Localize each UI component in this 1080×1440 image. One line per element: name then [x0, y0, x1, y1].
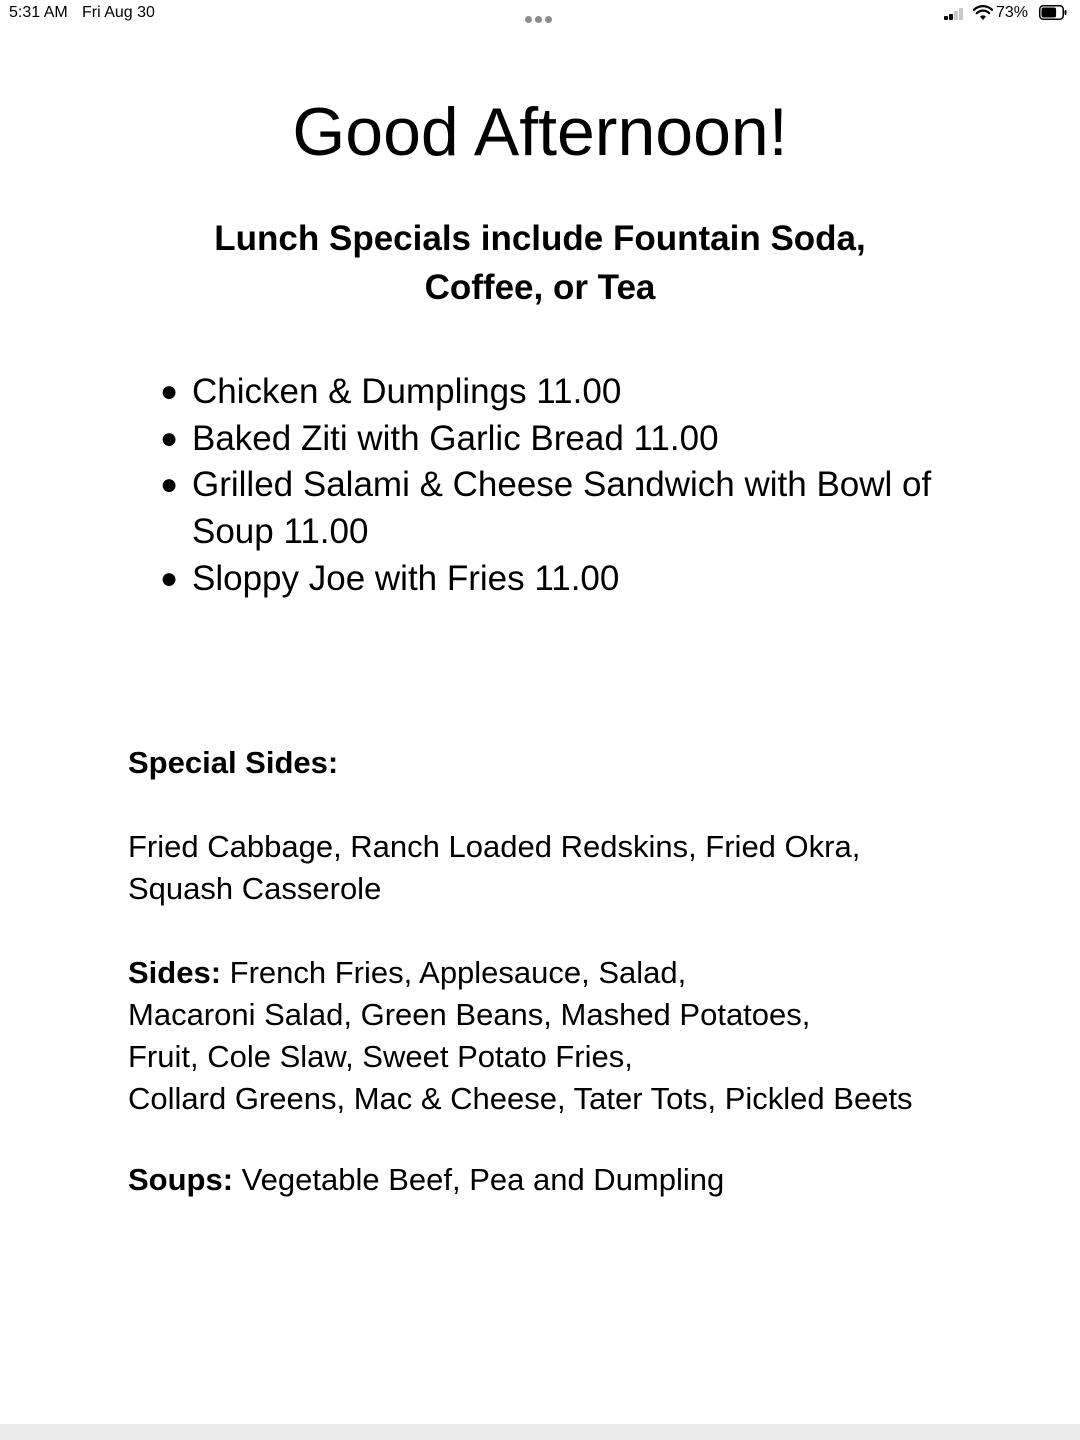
subtitle-line: Coffee, or Tea [424, 268, 656, 307]
sides-line: Macaroni Salad, Green Beans, Mashed Potatoes, [128, 997, 811, 1032]
battery-icon [1039, 5, 1067, 20]
special-sides-heading: Special Sides: [128, 745, 339, 780]
special-item-text: Sloppy Joe with Fries 11.00 [192, 558, 620, 598]
wifi-icon [973, 5, 993, 21]
special-item-text: Grilled Salami & Cheese Sandwich with Bowl of Soup 11.00 [192, 465, 932, 552]
bullet-icon: ● [160, 561, 179, 595]
cellular-signal-icon [944, 8, 966, 20]
sides-label: Sides: [128, 955, 222, 990]
lunch-specials-subtitle [180, 214, 900, 312]
status-time: 5:31 AM [9, 4, 68, 21]
soups-text: Vegetable Beef, Pea and Dumpling [233, 1162, 725, 1197]
battery-percentage: 73% [996, 4, 1029, 21]
special-item-text: Chicken & Dumplings 11.00 [192, 372, 622, 411]
sides-text: French Fries, Applesauce, Salad, [221, 955, 687, 990]
bullet-icon: ● [160, 421, 179, 455]
special-item-text: Baked Ziti with Garlic Bread 11.00 [192, 418, 719, 458]
bullet-icon: ● [160, 375, 179, 408]
greeting-title: Good Afternoon! [292, 94, 788, 170]
sides-line: Collard Greens, Mac & Cheese, Tater Tots, Pickled Beets [128, 1081, 913, 1116]
list-item [160, 416, 960, 463]
special-sides-line: Squash Casserole [128, 871, 382, 906]
specials-list [160, 369, 960, 603]
sides-paragraph [128, 952, 1008, 1120]
status-bar [0, 0, 1080, 28]
special-sides-text [128, 826, 1008, 910]
list-item [160, 369, 960, 416]
sides-line [128, 952, 1008, 994]
soups-label: Soups: [128, 1162, 234, 1197]
sides-line: Fruit, Cole Slaw, Sweet Potato Fries, [128, 1039, 633, 1074]
subtitle-line: Lunch Specials include Fountain Soda, [214, 219, 866, 258]
bullet-icon: ● [160, 468, 179, 502]
bottom-toolbar-edge [0, 1424, 1080, 1440]
soups-paragraph [128, 1159, 1008, 1201]
list-item [160, 556, 960, 603]
list-item [160, 462, 960, 555]
multitasking-dots-icon[interactable] [525, 10, 557, 18]
special-sides-line: Fried Cabbage, Ranch Loaded Redskins, Fried Okra, [128, 829, 861, 864]
status-date: Fri Aug 30 [82, 4, 155, 21]
